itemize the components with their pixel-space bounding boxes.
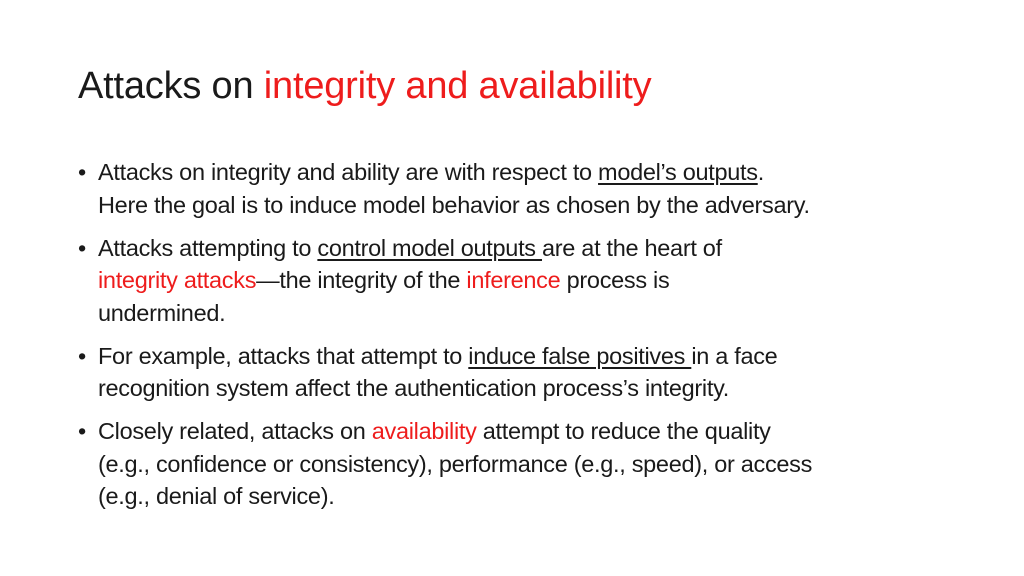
text-span: —the integrity of the xyxy=(256,267,467,293)
text-span: (e.g., confidence or consistency), performance (e.g., speed), or access xyxy=(98,450,813,477)
text-span: Closely related, attacks on xyxy=(98,418,372,444)
bullet-icon: • xyxy=(78,418,86,444)
title-highlight: integrity and availability xyxy=(263,65,652,107)
text-span: For example, attacks that attempt to xyxy=(98,342,469,369)
underlined-text: induce false positives xyxy=(468,342,692,369)
slide-title xyxy=(78,60,651,112)
bullet-item-1 xyxy=(78,156,958,221)
text-span: are at the heart of xyxy=(542,234,722,261)
highlight-text: integrity attacks xyxy=(98,267,257,293)
text-span: Attacks on integrity and ability are with respect to xyxy=(98,159,599,185)
text-span: (e.g., denial of service). xyxy=(98,483,335,509)
highlight-text: availability xyxy=(371,418,477,444)
text-span: attempt to reduce the quality xyxy=(476,418,771,444)
bullet-icon: • xyxy=(78,159,86,185)
text-span: in a face xyxy=(691,342,778,369)
bullet-list xyxy=(78,156,958,523)
text-span: process is xyxy=(560,267,670,293)
text-span: Attacks attempting to xyxy=(98,234,318,261)
underlined-text: control model outputs xyxy=(317,234,542,261)
highlight-text: inference xyxy=(466,267,561,293)
bullet-item-2 xyxy=(78,232,958,330)
bullet-icon: • xyxy=(78,342,86,369)
text-span: recognition system affect the authentication process’s integrity. xyxy=(98,375,730,401)
bullet-item-3 xyxy=(78,340,958,405)
underlined-text: model’s outputs xyxy=(598,159,758,185)
bullet-item-4 xyxy=(78,415,958,513)
text-span: undermined. xyxy=(98,299,226,326)
title-text: Attacks on xyxy=(78,65,264,107)
bullet-icon: • xyxy=(78,234,86,261)
text-span: . xyxy=(757,159,764,185)
text-span: Here the goal is to induce model behavior as chosen by the adversary. xyxy=(98,191,810,218)
